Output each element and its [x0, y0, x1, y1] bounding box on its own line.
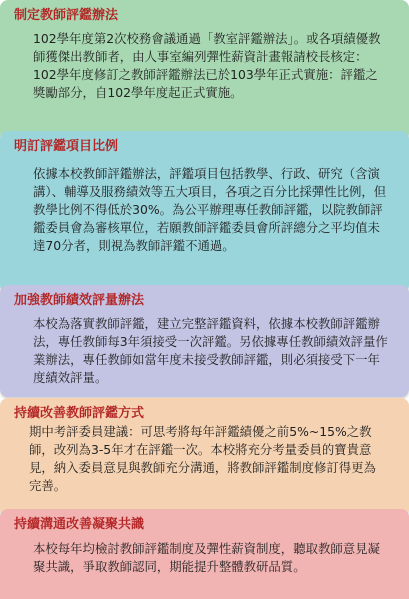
section-body: 依據本校教師評鑑辦法，評鑑項目包括教學、行政、研究（含演講）、輔導及服務績效等五大項目，各項之百分比採彈性比例，但教學比例不得低於30%。為公平辦理專任教師評鑑，以院教師評鑑委員會為審核單位，若願教師評鑑委員會所評總分之平均值未達70分者，則視為教師評鑑不通過。 — [33, 166, 387, 253]
section-evaluation-item-ratio — [0, 131, 409, 293]
section-consensus-building — [0, 509, 409, 599]
section-body: 本校每年均檢討教師評鑑制度及彈性薪資制度，聽取教師意見凝聚共識，爭取教師認同，期能提升整體教研品質。 — [33, 541, 380, 574]
section-body: 期中考評委員建議：可思考將每年評鑑績優之前5%~15%之教師，改列為3-5年才在評鑑一次。本校將充分考量委員的寶貴意見，納入委員意見與教師充分溝通，將教師評鑑制度修訂得更為完善。 — [29, 424, 376, 493]
section-title: 持續溝通改善凝聚共識 — [14, 517, 145, 532]
section-performance-evaluation — [0, 285, 409, 397]
section-body: 本校為落實教師評鑑，建立完整評鑑資料，依據本校教師評鑑辦法，專任教師每3年須接受一次評鑑。另依據專任教師績效評量作業辦法，專任教師如當年度未接受教師評鑑，則必須接受下一年度績效評量。 — [33, 316, 388, 385]
section-continuous-improvement — [0, 398, 409, 517]
section-title: 明訂評鑑項目比例 — [14, 139, 119, 154]
section-teacher-evaluation-regulations — [0, 0, 409, 141]
section-title: 制定教師評鑑辦法 — [14, 8, 119, 23]
section-title: 加強教師績效評量辦法 — [14, 293, 145, 308]
section-title: 持續改善教師評鑑方式 — [14, 406, 145, 421]
section-body: 102學年度第2次校務會議通過「教室評鑑辦法」。或各項績優教師獲傑出教師者，由人事室編列彈性薪資計畫報請校長核定：102學年度修訂之教師評鑑辦法已於103學年正式實施：評鑑之獎勵部分，自102學年度起正式實施。 — [33, 31, 381, 100]
